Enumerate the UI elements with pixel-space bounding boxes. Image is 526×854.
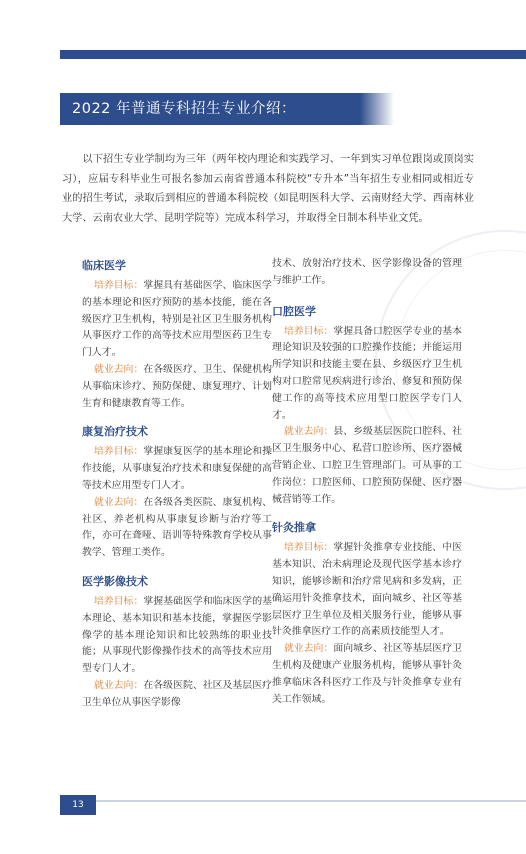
goal-text: 掌握康复医学的基本理论和操作技能，从事康复治疗技术和康复保健的高等技术应用型专门人才。 [82, 446, 272, 491]
goal-paragraph [272, 540, 462, 641]
right-column [272, 256, 462, 720]
career-paragraph [272, 641, 462, 708]
major-title: 针灸推拿 [272, 521, 316, 535]
major-title: 康复治疗技术 [82, 425, 148, 439]
goal-text: 掌握具备口腔医学专业的基本理论知识及较强的口腔操作技能；并能运用所学知识和技能主要在县、乡级医疗卫生机构对口腔常见疾病进行诊治、修复和预防保健工作的高等技术应用型口腔医学专门人才。 [272, 325, 462, 421]
major-acupuncture [272, 520, 462, 708]
page-number: 13 [60, 795, 96, 815]
major-title: 口腔医学 [272, 304, 316, 318]
goal-text: 掌握基础医学和临床医学的基本理论、基本知识和基本技能，掌握医学影像学的基本理论知识和比较熟练的职业技能；从事现代影像操作技术的高等技术应用型专门人才。 [82, 595, 272, 675]
major-rehabilitation [82, 424, 272, 562]
goal-label: 培养目标： [283, 325, 334, 337]
career-label: 就业去向： [93, 679, 144, 691]
career-paragraph [272, 424, 462, 508]
footer-line [60, 800, 526, 802]
career-label: 就业去向： [283, 426, 334, 438]
goal-paragraph [82, 444, 272, 494]
career-text: 在各级各类医院、康复机构、社区、养老机构从事康复诊断与治疗等工作，亦可在聋哑、语训等特殊教育学校从事教学、管理工类作。 [82, 496, 272, 559]
career-text: 县、乡级基层医院口腔科、社区卫生服务中心、私营口腔诊所、医疗器械营销企业、口腔卫生管理部门。可从事的工作岗位：口腔医师、口腔预防保健、医疗器械营销等工作。 [272, 426, 462, 505]
career-label: 就业去向： [93, 496, 144, 508]
major-clinical-medicine [82, 258, 272, 412]
left-column [82, 258, 272, 724]
major-stomatology [272, 304, 462, 509]
career-text: 在各级医院、社区及基层医疗卫生单位从事医学影像 [82, 679, 272, 708]
intro-paragraph: 以下招生专业学制均为三年（两年校内理论和实践学习、一年到实习单位跟岗或顶岗实习），应届专科毕业生可报名参加云南省普通本科院校“专升本”当年招生专业相同或相近专业的招生考试，录取后到相应的普通本科院校（如昆明医科大学、云南财经大学、西南林业大学、云南农业大学、昆明学院等）完成本科学习，并取得全日制本科毕业文凭。 [62, 154, 474, 224]
goal-paragraph [82, 278, 272, 362]
goal-label: 培养目标： [93, 595, 144, 607]
career-label: 就业去向： [283, 643, 334, 655]
career-paragraph [82, 678, 272, 712]
goal-label: 培养目标： [93, 446, 144, 458]
goal-paragraph [272, 324, 462, 425]
major-title: 临床医学 [82, 259, 126, 272]
career-text: 在各级医疗、卫生、保健机构从事临床诊疗、预防保健、康复理疗、计划生育和健康教育等工作。 [82, 363, 272, 409]
goal-paragraph [82, 594, 272, 678]
goal-text: 掌握具有基础医学、临床医学的基本理论和医疗预防的基本技能，能在各级医疗卫生机构，特别是社区卫生服务机构从事医疗工作的高等技术应用型医药卫生专门人才。 [82, 280, 272, 359]
goal-text: 掌握针灸推拿专业技能、中医基本知识、治未病理论及现代医学基本诊疗知识，能够诊断和治疗常见病和多发病，正确运用针灸推拿技术，面向城乡、社区等基层医疗卫生单位及相关服务行业，能够从事针灸推拿医疗工作的高素质技能型人才。 [272, 542, 462, 638]
top-bar [60, 50, 526, 59]
goal-label: 培养目标： [283, 542, 334, 554]
section-banner [60, 93, 360, 125]
continued-text: 技术、放射治疗技术、医学影像设备的管理与维护工作。 [272, 258, 462, 286]
page-title: 2022 年普通专科招生专业介绍： [72, 101, 297, 117]
major-title: 医学影像技术 [82, 574, 148, 588]
career-paragraph [82, 362, 272, 412]
major-medical-imaging [82, 574, 272, 712]
career-text: 面向城乡、社区等基层医疗卫生机构及健康产业服务机构，能够从事针灸推拿临床各科医疗工作及与针灸推拿专业有关工作领域。 [272, 643, 462, 705]
career-paragraph [82, 495, 272, 562]
career-label: 就业去向： [93, 363, 144, 375]
goal-label: 培养目标： [93, 280, 144, 291]
